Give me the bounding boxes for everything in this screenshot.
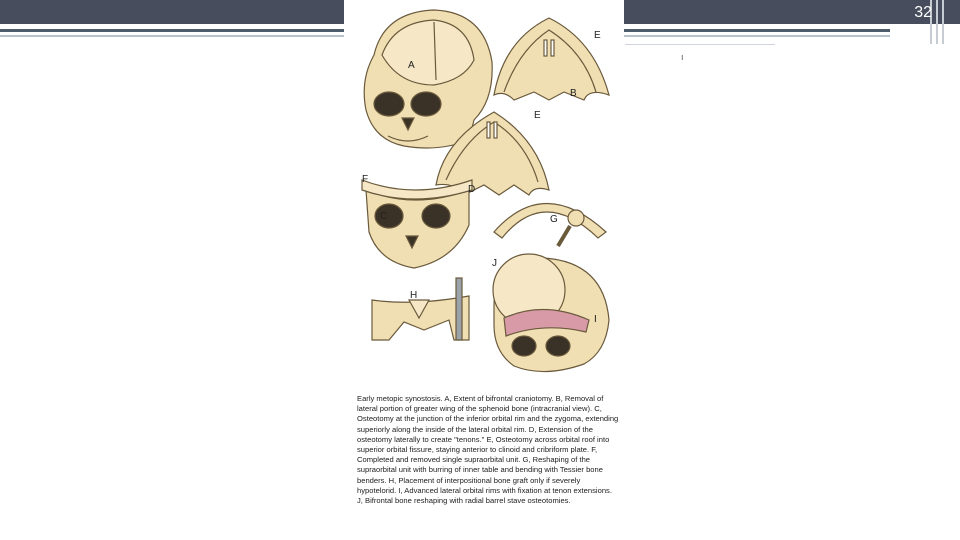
panel-h-graft — [372, 278, 469, 340]
label-b: B — [570, 88, 577, 99]
surgical-illustration — [344, 0, 624, 390]
label-f: F — [362, 174, 369, 185]
panel-c-face — [362, 180, 472, 268]
label-i: I — [594, 314, 597, 325]
label-h: H — [410, 290, 418, 301]
panel-i-skull — [493, 254, 609, 372]
panel-b-orbital-roof — [494, 18, 609, 100]
header-divider-short — [625, 44, 775, 45]
label-g: G — [550, 214, 558, 225]
figure-caption: Early metopic synostosis. A, Extent of bifrontal craniotomy. B, Removal of lateral portion of greater wing of the sphenoid bone (intracranial view). C, Osteotomy at the junction of the inferior orbital rim and the zygoma, extending superiorly along the inside of the lateral orbital rim. D, Extension of the osteotomy laterally to create "tenons." E, Osteotomy across orbital roof into superior orbital fissure, staying anterior to clinoid and cribriform plate. F, Completed and removed single supraorbital unit. G, Reshaping of the supraorbital unit with burring of inner table and bending with Tessier bone benders. H, Placement of interpositional bone graft only if severely hypotelorid. I, Advanced lateral orbital rims with fixation at tenon extensions. J, Bifrontal bone reshaping with radial barrel stave osteotomies. — [357, 394, 619, 506]
label-e-middle: E — [534, 110, 541, 121]
label-a: A — [408, 60, 415, 71]
label-e-top: E — [594, 30, 601, 41]
label-d: D — [468, 184, 476, 195]
label-c: C — [380, 211, 388, 222]
stray-mark: ı — [681, 52, 684, 62]
page-number: 32 — [914, 4, 932, 21]
label-j: J — [492, 258, 497, 269]
